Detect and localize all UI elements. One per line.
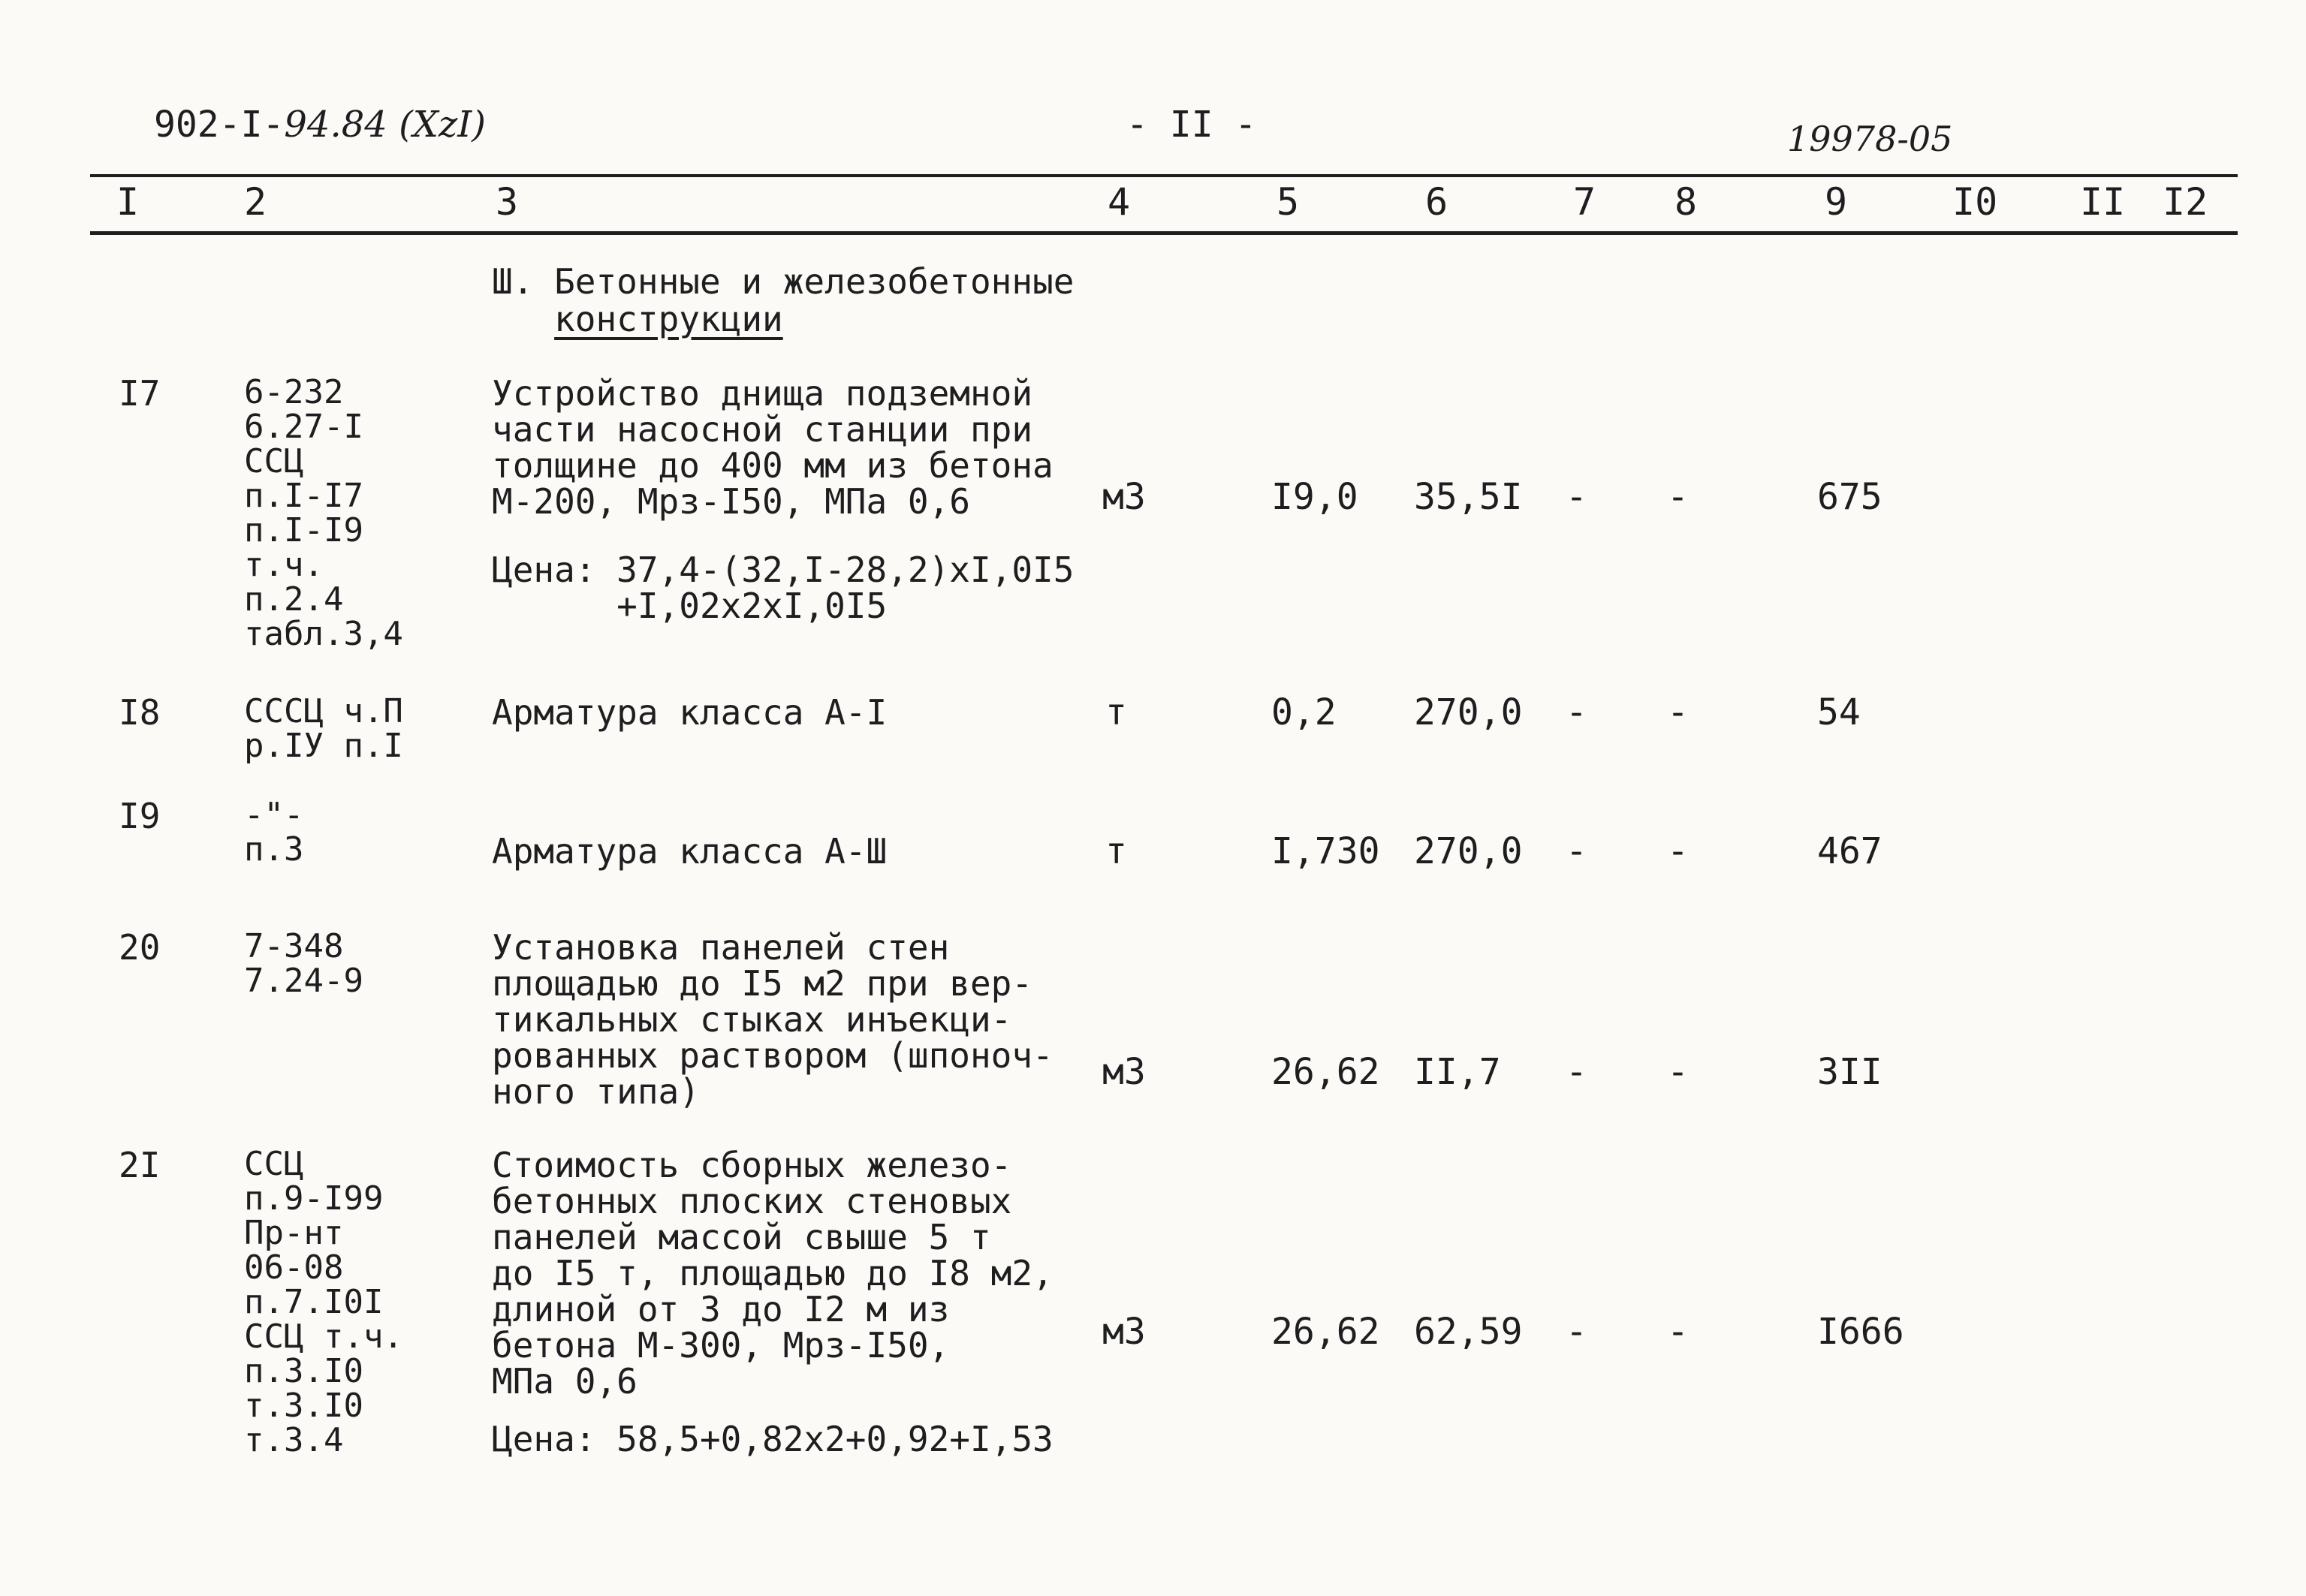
total-cell: I666 xyxy=(1817,1311,1904,1353)
header-top-rule xyxy=(90,174,2238,177)
column-header-1: I xyxy=(116,180,140,224)
column-7-cell: - xyxy=(1566,830,1587,872)
column-8-cell: - xyxy=(1667,691,1689,733)
unit-cell: м3 xyxy=(1102,1311,1146,1353)
column-7-cell: - xyxy=(1566,691,1587,733)
column-header-6: 6 xyxy=(1425,180,1448,224)
unit-cell: т xyxy=(1105,830,1127,872)
document-code xyxy=(154,104,486,146)
total-cell: 3II xyxy=(1817,1051,1882,1093)
total-cell: 54 xyxy=(1817,691,1861,733)
header-bottom-rule xyxy=(90,231,2238,235)
column-header-8: 8 xyxy=(1674,180,1698,224)
section-title-line2: конструкции xyxy=(554,299,783,339)
column-8-cell: - xyxy=(1667,476,1689,518)
quantity-cell: 0,2 xyxy=(1271,691,1337,733)
column-header-5: 5 xyxy=(1277,180,1300,224)
section-heading xyxy=(492,263,1074,338)
section-title-line1: Бетонные и железобетонные xyxy=(554,261,1075,302)
unit-cell: м3 xyxy=(1102,476,1146,518)
column-header-3: 3 xyxy=(496,180,519,224)
description-cell: Арматура класса А-Ш xyxy=(492,831,888,872)
quantity-cell: I,730 xyxy=(1271,830,1380,872)
price-note: Цена: 37,4-(32,I-28,2)хI,0I5 +I,02х2хI,0I5 xyxy=(492,550,1075,626)
quantity-cell: I9,0 xyxy=(1271,476,1358,518)
unit-cell: т xyxy=(1105,691,1127,733)
description-cell: Устройство днища подземной части насосной станции при толщине до 400 мм из бетона М-200, Мрз-I50, МПа 0,6 xyxy=(492,373,1054,522)
unit-cell: м3 xyxy=(1102,1051,1146,1093)
column-7-cell: - xyxy=(1566,1051,1587,1093)
column-8-cell: - xyxy=(1667,1311,1689,1353)
reference-cell: -"- п.3 xyxy=(244,796,304,869)
reference-cell: 7-348 7.24-9 xyxy=(244,927,363,1000)
column-8-cell: - xyxy=(1667,830,1689,872)
unit-price-cell: II,7 xyxy=(1414,1051,1501,1093)
row-number: I7 xyxy=(119,373,161,414)
document-number: 19978-05 xyxy=(1787,119,1953,159)
unit-price-cell: 270,0 xyxy=(1414,830,1523,872)
unit-price-cell: 35,5I xyxy=(1414,476,1523,518)
column-header-12: I2 xyxy=(2163,180,2208,224)
column-8-cell: - xyxy=(1667,1051,1689,1093)
description-cell: Арматура класса А-I xyxy=(492,692,888,733)
column-7-cell: - xyxy=(1566,1311,1587,1353)
total-cell: 675 xyxy=(1817,476,1882,518)
total-cell: 467 xyxy=(1817,830,1882,872)
reference-cell: ССЦ п.9-I99 Пр-нт 06-08 п.7.I0I ССЦ т.ч. п.3.I0 т.3.I0 т.3.4 xyxy=(244,1145,403,1459)
row-number: 2I xyxy=(119,1145,161,1185)
quantity-cell: 26,62 xyxy=(1271,1311,1380,1353)
reference-cell: СССЦ ч.П р.IУ п.I xyxy=(244,692,403,765)
page-number: - II - xyxy=(1126,104,1257,146)
column-7-cell: - xyxy=(1566,476,1587,518)
description-cell: Стоимость сборных железо- бетонных плоских стеновых панелей массой свыше 5 т до I5 т, площадью до I8 м2, длиной от 3 до I2 м из бетона М-300, Мрз-I50, МПа 0,6 xyxy=(492,1145,1054,1402)
document-code-prefix: 902-I- xyxy=(154,104,285,146)
unit-price-cell: 270,0 xyxy=(1414,691,1523,733)
column-header-9: 9 xyxy=(1825,180,1848,224)
column-header-2: 2 xyxy=(244,180,267,224)
unit-price-cell: 62,59 xyxy=(1414,1311,1523,1353)
column-header-11: II xyxy=(2080,180,2126,224)
price-note: Цена: 58,5+0,82х2+0,92+I,53 xyxy=(492,1419,1054,1459)
row-number: 20 xyxy=(119,927,161,968)
document-code-handwritten: 94.84 (XzI) xyxy=(284,104,486,146)
reference-cell: 6-232 6.27-I ССЦ п.I-I7 п.I-I9 т.ч. п.2.4 табл.3,4 xyxy=(244,373,403,653)
column-header-4: 4 xyxy=(1108,180,1131,224)
row-number: I8 xyxy=(119,692,161,733)
section-roman: Ш. xyxy=(492,261,534,302)
row-number: I9 xyxy=(119,796,161,836)
column-header-10: I0 xyxy=(1952,180,1998,224)
description-cell: Установка панелей стен площадью до I5 м2 при вер- тикальных стыках инъекци- рованных раствором (шпоноч- ного типа) xyxy=(492,927,1054,1112)
quantity-cell: 26,62 xyxy=(1271,1051,1380,1093)
column-header-7: 7 xyxy=(1573,180,1596,224)
